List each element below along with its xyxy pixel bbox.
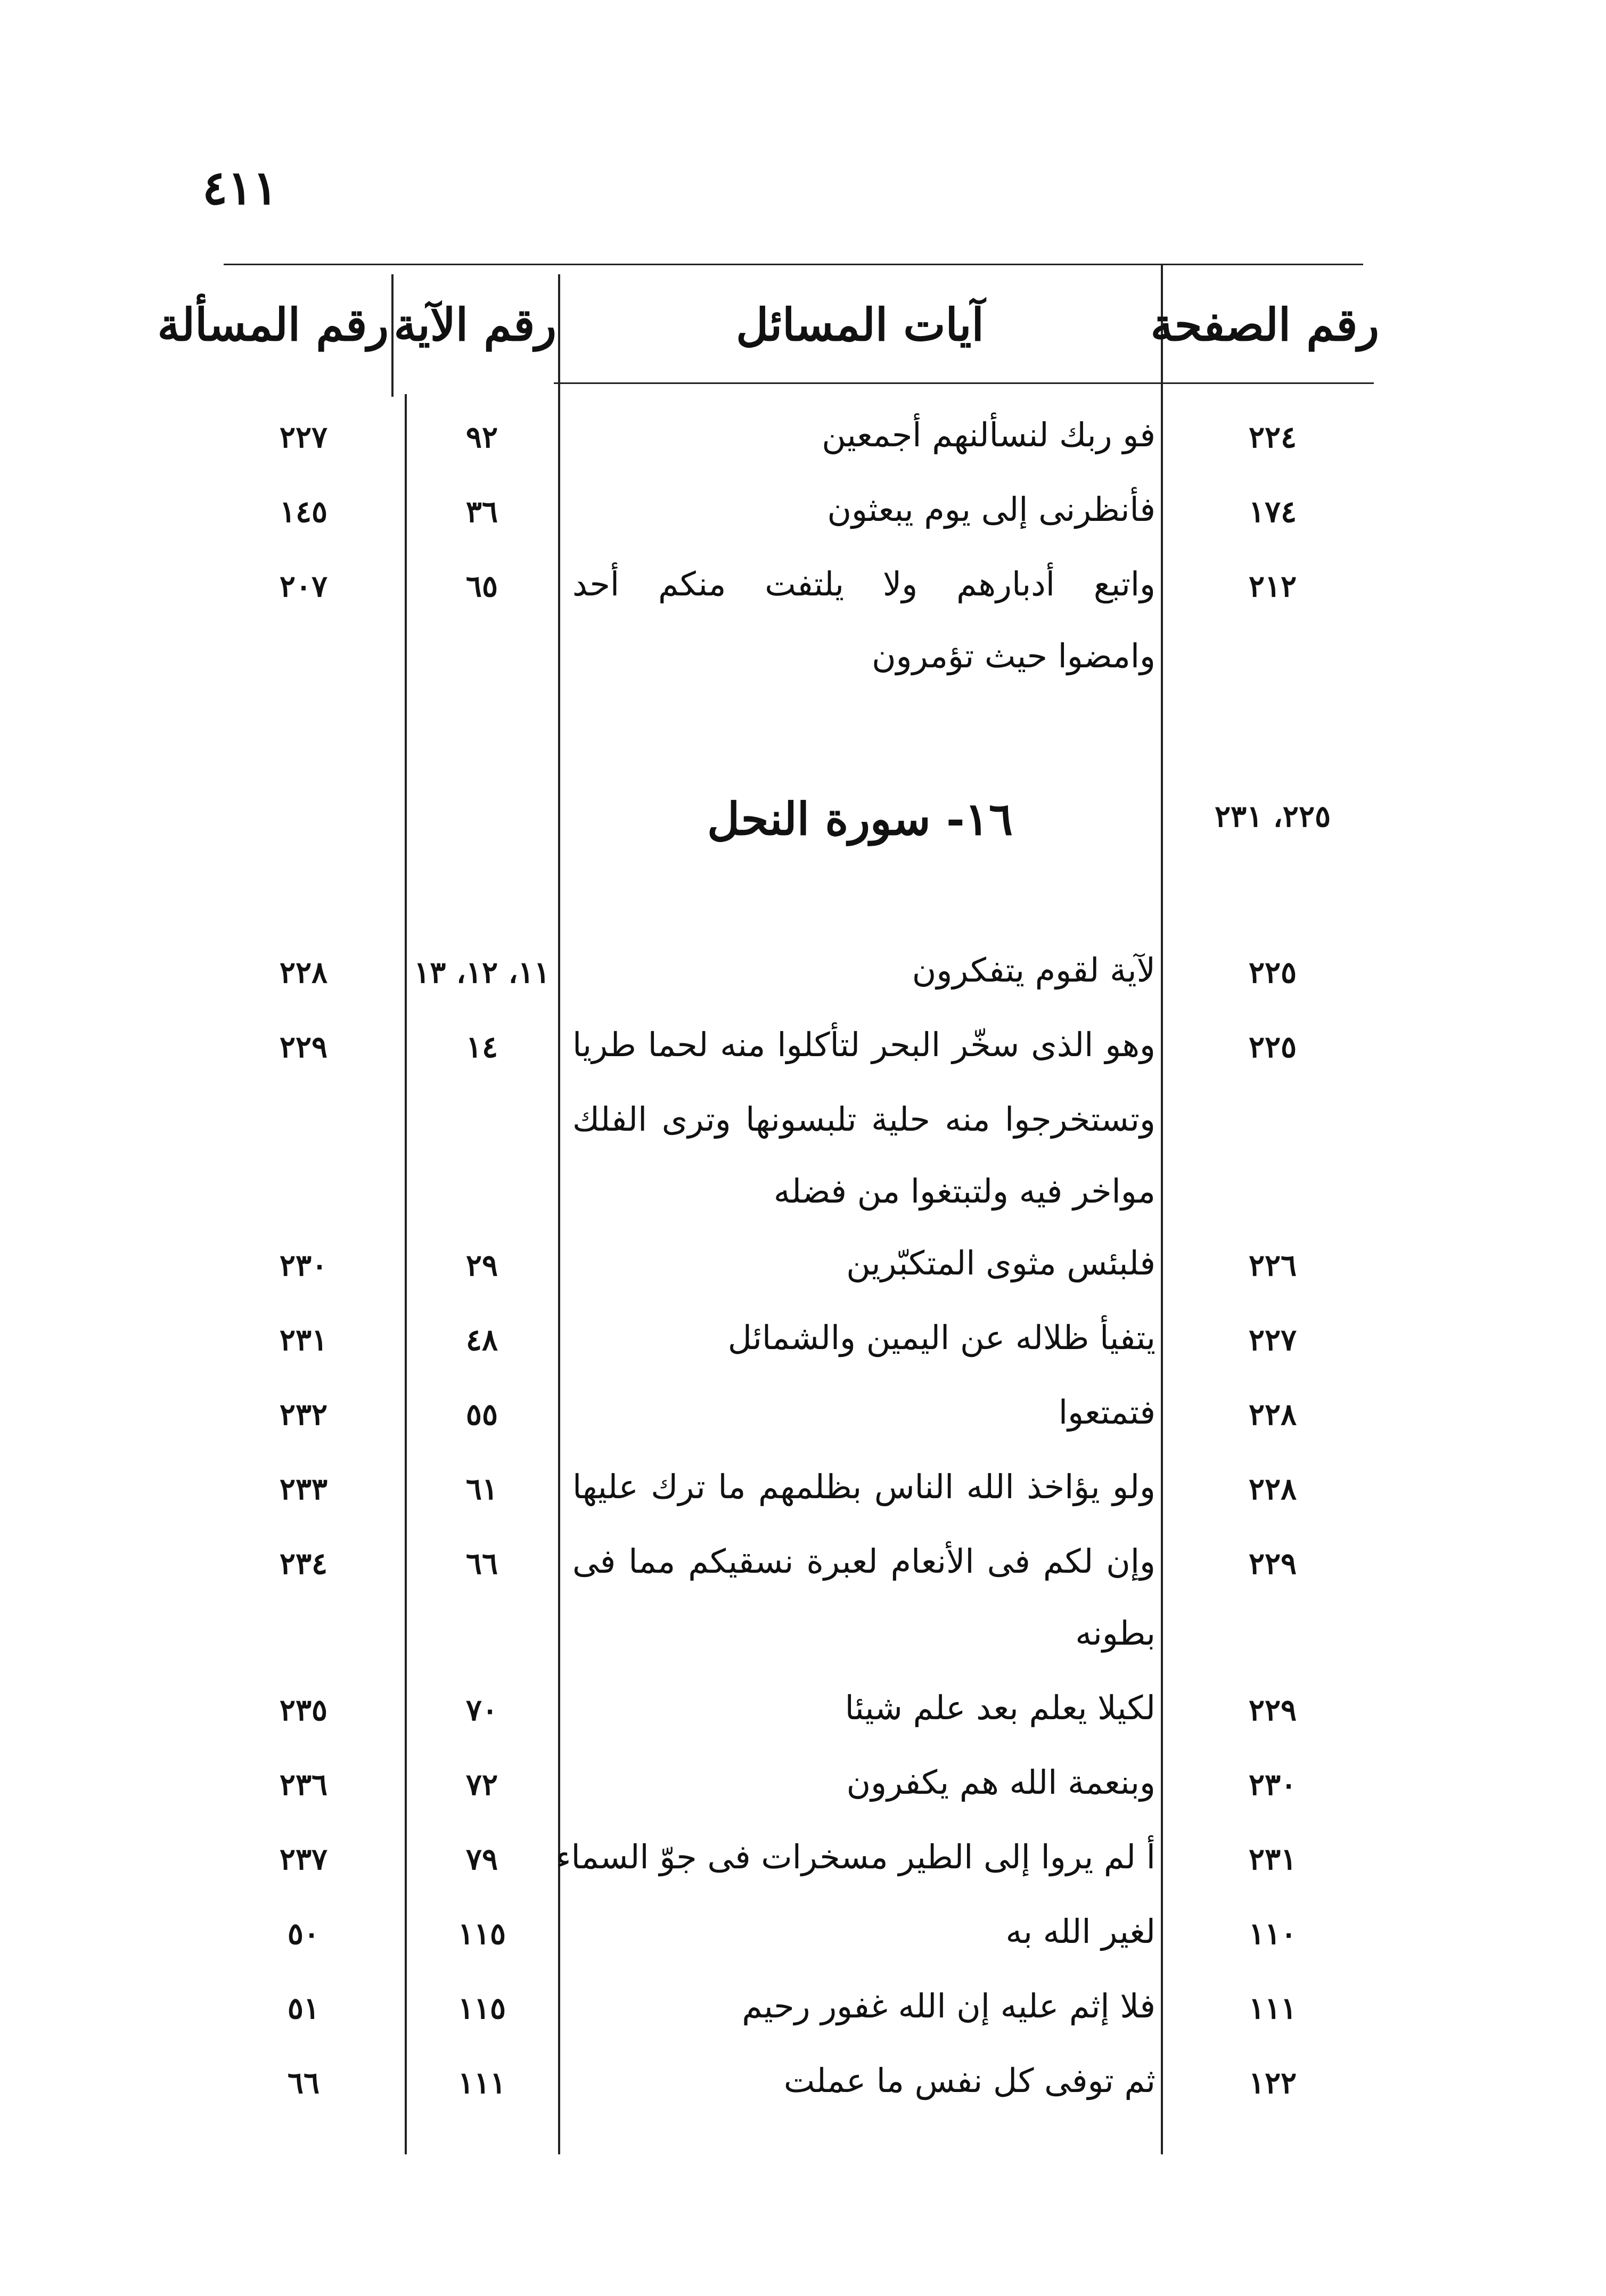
issue-number-cell: ٢٣٦: [279, 1767, 328, 1802]
page-number-cell: ٢٢٨: [1248, 1472, 1297, 1507]
verse-text-cell: ولو يؤاخذ الله الناس بظلمهم ما ترك عليها: [572, 1467, 1156, 1506]
header-issue-column: رقم المسألة: [157, 298, 389, 351]
issue-number-cell: ٢٣٣: [279, 1472, 328, 1507]
ayah-number-cell: ١١٥: [457, 1991, 506, 2026]
ayah-number-cell: ٧٠: [465, 1693, 498, 1728]
page-number-cell: ٢٢٦: [1248, 1248, 1297, 1283]
verse-text-cell: أ لم يروا إلى الطير مسخرات فى جوّ السماء: [555, 1837, 1156, 1876]
column-divider-ayah-lower: [405, 394, 407, 2154]
issue-number-cell: ٢٣٥: [279, 1693, 328, 1728]
ayah-number-cell: ٦٥: [465, 569, 498, 604]
issue-number-cell: ٢٣٧: [279, 1842, 328, 1877]
verse-text-cell: ثم توفى كل نفس ما عملت: [783, 2061, 1156, 2100]
ayah-number-cell: ١٤: [465, 1029, 498, 1065]
header-top-rule: [224, 264, 1363, 265]
verse-text-cell: لكيلا يعلم بعد علم شيئا: [845, 1688, 1156, 1727]
verse-text-cell: فأنظرنى إلى يوم يبعثون: [827, 490, 1156, 529]
page-number-cell: ٢٢٧: [1248, 1322, 1297, 1358]
page-number-cell: ٢٢٤: [1248, 420, 1297, 455]
ayah-number-cell: ٣٦: [465, 494, 498, 529]
issue-number-cell: ٢٢٨: [279, 955, 328, 990]
page-number-cell: ٢٢٨: [1248, 1397, 1297, 1432]
verse-text-cell: فلبئس مثوى المتكبّرين: [846, 1244, 1156, 1282]
column-divider-text-page: [1161, 264, 1163, 2154]
page-number-cell: ١٧٤: [1248, 494, 1297, 529]
ayah-number-cell: ٩٢: [465, 420, 498, 455]
verse-text-cell: لآية لقوم يتفكرون: [912, 951, 1156, 990]
page-number: ٤١١: [202, 160, 278, 215]
ayah-number-cell: ١١١: [457, 2065, 506, 2101]
verse-text-cell: وبنعمة الله هم يكفرون: [846, 1763, 1156, 1802]
header-ayah-column: رقم الآية: [394, 298, 556, 351]
page-number-cell: ١١١: [1248, 1991, 1297, 2026]
ayah-number-cell: ٧٩: [465, 1842, 498, 1877]
page-number-cell: ٢٢٥: [1248, 1029, 1297, 1065]
ayah-number-cell: ٦٦: [465, 1546, 498, 1581]
ayah-number-cell: ٢٩: [465, 1248, 498, 1283]
page-number-cell: ١٢٢: [1248, 2065, 1297, 2101]
verse-text-cell: وإن لكم فى الأنعام لعبرة نسقيكم مما فى: [572, 1542, 1156, 1581]
issue-number-cell: ٥١: [287, 1991, 320, 2026]
issue-number-cell: ٢٣٤: [279, 1546, 328, 1581]
issue-number-cell: ٥٠: [287, 1916, 320, 1951]
page-number-cell: ٢٣١: [1248, 1842, 1297, 1877]
header-bottom-rule: [554, 382, 1374, 384]
verse-text-cell: فلا إثم عليه إن الله غفور رحيم: [742, 1987, 1156, 2025]
page-number-cell: ٢٣٠: [1248, 1767, 1297, 1802]
verse-text-cell: وامضوا حيث تؤمرون: [872, 636, 1156, 675]
verse-text-cell: واتبع أدبارهم ولا يلتفت منكم أحد: [572, 565, 1156, 603]
issue-number-cell: ٢٣١: [279, 1322, 328, 1358]
page-number-cell: ١١٠: [1248, 1916, 1297, 1951]
ayah-number-cell: ٥٥: [465, 1397, 498, 1432]
page-number-cell: ٢٢٩: [1248, 1546, 1297, 1581]
ayah-number-cell: ٦١: [465, 1472, 498, 1507]
section-title: ١٦- سورة النحل: [707, 792, 1013, 845]
verse-text-cell: لغير الله به: [1005, 1912, 1156, 1951]
issue-number-cell: ٢٢٩: [279, 1029, 328, 1065]
verse-text-cell: فتمتعوا: [1058, 1393, 1156, 1432]
verse-text-cell: يتفيأ ظلاله عن اليمين والشمائل: [727, 1318, 1156, 1357]
issue-number-cell: ١٤٥: [279, 494, 328, 529]
column-divider-issue-ayah: [391, 274, 394, 397]
issue-number-cell: ٢٠٧: [279, 569, 328, 604]
ayah-number-cell: ٤٨: [465, 1322, 498, 1358]
verse-text-cell: مواخر فيه ولتبتغوا من فضله: [773, 1172, 1156, 1211]
ayah-number-cell: ١١، ١٢، ١٣: [414, 955, 550, 990]
verse-text-cell: فو ربك لنسألنهم أجمعين: [822, 415, 1156, 454]
section-pages: ٢٢٥، ٢٣١: [1214, 799, 1331, 834]
verse-text-cell: وتستخرجوا منه حلية تلبسونها وترى الفلك: [572, 1100, 1156, 1139]
page-number-cell: ٢٢٥: [1248, 955, 1297, 990]
issue-number-cell: ٢٣٠: [279, 1248, 328, 1283]
issue-number-cell: ٦٦: [287, 2065, 320, 2101]
page-number-cell: ٢١٢: [1248, 569, 1297, 604]
issue-number-cell: ٢٣٢: [279, 1397, 328, 1432]
ayah-number-cell: ١١٥: [457, 1916, 506, 1951]
header-verse-column: آيات المسائل: [736, 298, 984, 351]
issue-number-cell: ٢٢٧: [279, 420, 328, 455]
verse-text-cell: بطونه: [1075, 1614, 1156, 1653]
ayah-number-cell: ٧٢: [465, 1767, 498, 1802]
page-number-cell: ٢٢٩: [1248, 1693, 1297, 1728]
header-page-column: رقم الصفحة: [1150, 298, 1379, 351]
verse-text-cell: وهو الذى سخّر البحر لتأكلوا منه لحما طريا: [572, 1025, 1156, 1064]
